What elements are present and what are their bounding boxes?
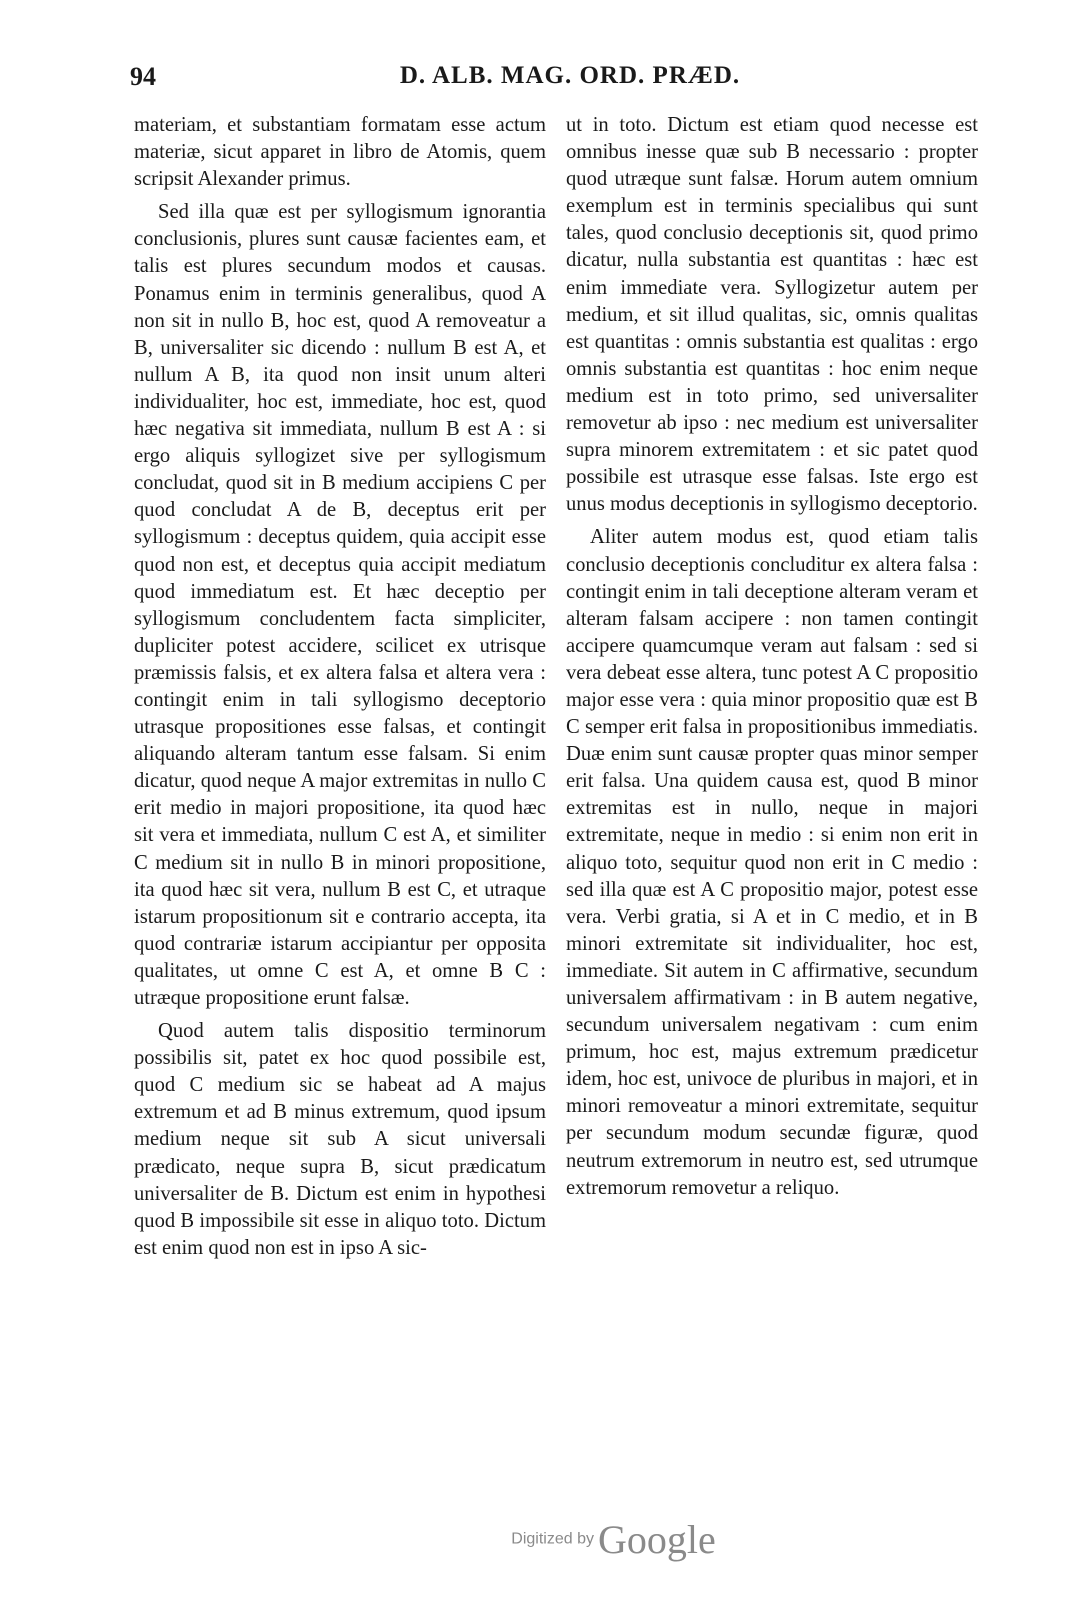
paragraph: ut in toto. Dictum est etiam quod necesse est omnibus inesse quæ sub B necessario : propter quod utræque sunt falsæ. Horum autem omnium exemplum est in terminis specialibus qui sunt tales, quod conclusio deceptionis sit, quod primo dicatur, nulla substantia est quantitas : hæc est enim immediate vera. Syllogizetur autem per medium, et sit illud qualitas, sic, omnis qualitas est quantitas : omnis substantia est qualitas : ergo omnis substantia est quantitas : hoc enim neque medium est in toto primo, sed universaliter removetur ab ipso : nec medium est universaliter supra minorem extremitatem : et sic patet quod possibile est utrasque esse falsas. Iste ergo est unus modus deceptionis in syllogismo deceptorio.: [566, 114, 978, 516]
page-header: [130, 62, 970, 98]
running-head: D. ALB. MAG. ORD. PRÆD.: [399, 62, 741, 89]
paragraph: Quod autem talis dispositio terminorum possibilis sit, patet ex hoc quod possibile est, quod C medium sic se habeat ad A majus extremum et ad B minus extremum, quod ipsum medium neque sit sub A sicut universali prædicato, neque supra B, sicut prædicatum universaliter de B. Dictum est enim in hypothesi quod B impossibile sit esse in aliquo toto. Dictum est enim quod non est in ipso A sic-: [134, 1020, 546, 1259]
left-column: [134, 112, 546, 1262]
paragraph: materiam, et substantiam formatam esse actum materiæ, sicut apparet in libro de Atomis, quem scripsit Alexander primus.: [134, 114, 546, 191]
paragraph: Sed illa quæ est per syllogismum ignorantia conclusionis, plures sunt causæ facientes eam, et talis est plures secundum modos et causas. Ponamus enim in terminis generalibus, quod A non sit in nullo B, hoc est, quod A removeatur a B, universaliter sic dicendo : nullum B est A, et nullum A B, ita quod non insit unum alteri individualiter, hoc est, immediate, hoc est, quod hæc negativa sit immediata, nullum B est A : si ergo aliquis syllogizet sive per syllogismum concludat, quod sit in B medium accipiens C per quod concludat A de B, deceptus erit per syllogismum : deceptus quidem, quia accipit esse quod non est, et deceptus quia accipit mediatum quod immediatum est. Et hæc deceptio per syllogismum concludentem facta simpliciter, dupliciter potest accidere, scilicet ex utrisque præmissis falsis, et ex altera falsa et altera vera : contingit enim in tali syllogismo deceptorio utrasque propositiones esse falsas, et contingit aliquando alteram tantum esse falsam. Si enim dicatur, quod neque A major extremitas in nullo C erit medio in majori propositione, ita quod hæc sit vera et immediata, nullum C est A, et similiter C medium sit in nullo B in minori propositione, ita quod hæc sit vera, nullum B est C, et utraque istarum propositionum sit e contrario accepta, ita quod contrariæ istarum accipiantur per opposita qualitates, ut omne C est A, et omne B C : utræque propositione erunt falsæ.: [134, 201, 546, 1009]
right-column: [566, 112, 978, 1202]
watermark-brand: Google: [597, 1517, 716, 1562]
digitization-watermark: [0, 1516, 1077, 1563]
page-number: 94: [130, 62, 156, 91]
paragraph: Aliter autem modus est, quod etiam talis conclusio deceptionis concluditur ex altera falsa : contingit enim in tali deceptione alteram veram et alteram falsam accipere : non tamen contingit accipere quamcumque veram aut falsam : sed si vera debeat esse altera, tunc potest A C propositio major esse vera : quia minor propositio quæ est B C semper erit falsa in propositionibus immediatis. Duæ enim sunt causæ propter quas minor semper erit falsa. Una quidem causa est, quod B minor extremitas est in nullo, neque in majori extremitate, neque in medio : si enim non erit in aliquo toto, sequitur quod non erit in C medio : sed illa quæ est A C propositio major, potest esse vera. Verbi gratia, si A et in C medio, et in B minori extremitate sit individualiter, hoc est, immediate. Sit autem in C affirmative, secundum universalem affirmativam : in B autem negative, secundum universalem negativam : cum enim primum, hoc est, majus extremum prædicetur idem, hoc est, univoce de pluribus in majori, et in minori removeatur a minori extremitate, sequitur per secundum modum secundæ figuræ, quod neutrum extremorum in neutro est, sed utrumque extremorum removetur a reliquo.: [566, 526, 978, 1199]
watermark-prefix: Digitized by: [511, 1530, 594, 1548]
